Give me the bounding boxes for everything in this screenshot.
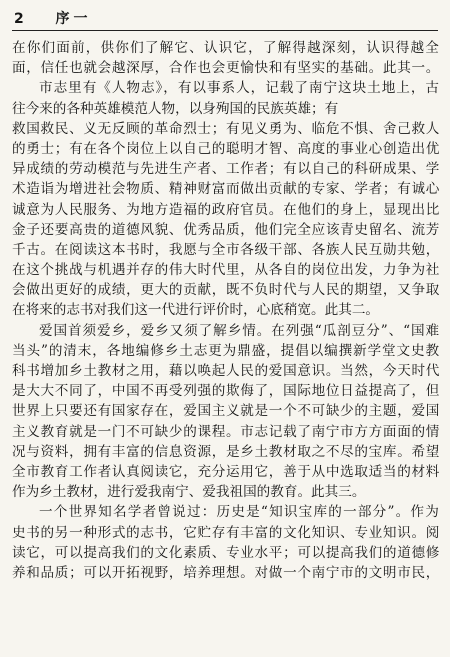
paragraph-first-line: 市志里有《人物志》，有以事系人，记载了南宁这块土地上，古 [39,80,440,97]
section-title: 序一 [55,11,92,27]
text-line: 养和品质；可以开拓视野，培养理想。对做一个南宁市的文明市民， [12,564,440,581]
text-line: 主义教育就是一门不可缺少的课程。市志记载了南宁市方方面面的情 [12,423,440,440]
header-rule [12,30,438,31]
text-line: 诚意为人民服务、为地方造福的政府官员。在他们的身上，显现出比 [12,201,440,218]
text-line: 的勇士；有在各个岗位上以自己的聪明才智、高度的事业心创造出优 [12,140,440,157]
text-line: 千古。在阅读这本书时，我愿与全市各级干部、各族人民互勋共勉， [12,241,440,258]
paragraph-first-line: 爱国首须爱乡，爱乡又须了解乡情。在列强“瓜剖豆分”、“国难 [39,322,440,339]
text-line: 史书的另一种形式的志书，它贮存有丰富的文化知识、专业知识。阅 [12,524,440,541]
body-text [12,38,440,583]
running-header [14,8,92,28]
text-line: 况与资料，拥有丰富的信息资源，是乡土教材取之不尽的宝库。希望 [12,443,440,460]
text-line: 在这个挑战与机遇并存的伟大时代里，从各自的岗位出发，力争为社 [12,262,440,279]
text-line: 当头”的清末，各地编修乡土志更为鼎盛，提倡以编撰新学堂文史教 [12,342,440,359]
text-line: 会做出更好的成绩，更大的贡献，既不负时代与人民的期望，又争取 [12,282,440,299]
text-line: 世界上只要还有国家存在，爱国主义就是一个不可缺少的主题，爱国 [12,403,440,420]
text-line: 异成绩的劳动模范与先进生产者、工作者；有以自己的科研成果、学 [12,161,440,178]
text-line: 在你们面前，供你们了解它、认识它，了解得越深刻，认识得越全 [12,40,440,56]
text-line: 作为乡土教材，进行爱我南宁、爱我祖国的教育。此其三。 [12,484,366,501]
text-line: 术造诣为增进社会物质、精神财富而做出贡献的专家、学者；有诚心 [12,181,440,198]
text-line: 面，信任也就会越深厚，合作也会更愉快和有坚实的基础。此其一。 [12,60,440,77]
text-line: 救国救民、义无反顾的革命烈士；有见义勇为、临危不惧、舍己救人 [12,120,440,137]
text-line: 全市教育工作者认真阅读它，充分运用它，善于从中选取适当的材料 [12,463,440,480]
page-number: 2 [14,11,28,27]
text-line: 往今来的各种英雄模范人物，以身殉国的民族英雄；有 [12,100,339,117]
text-line: 在将来的志书对我们这一代进行评价时，心底稍宽。此其二。 [12,302,380,319]
text-line: 读它，可以提高我们的文化素质、专业水平；可以提高我们的道德修 [12,544,440,561]
text-line: 是大大不同了，中国不再受列强的欺侮了，国际地位日益提高了，但 [12,383,440,400]
paragraph-first-line: 一个世界知名学者曾说过：历史是“知识宝库的一部分”。作为 [39,504,440,521]
text-line: 科书增加乡土教材之用，藉以唤起人民的爱国意识。当然，今天时代 [12,363,440,379]
text-line: 金子还要高贵的道德风貌、优秀品质，他们完全应该青史留名、流芳 [12,221,440,238]
